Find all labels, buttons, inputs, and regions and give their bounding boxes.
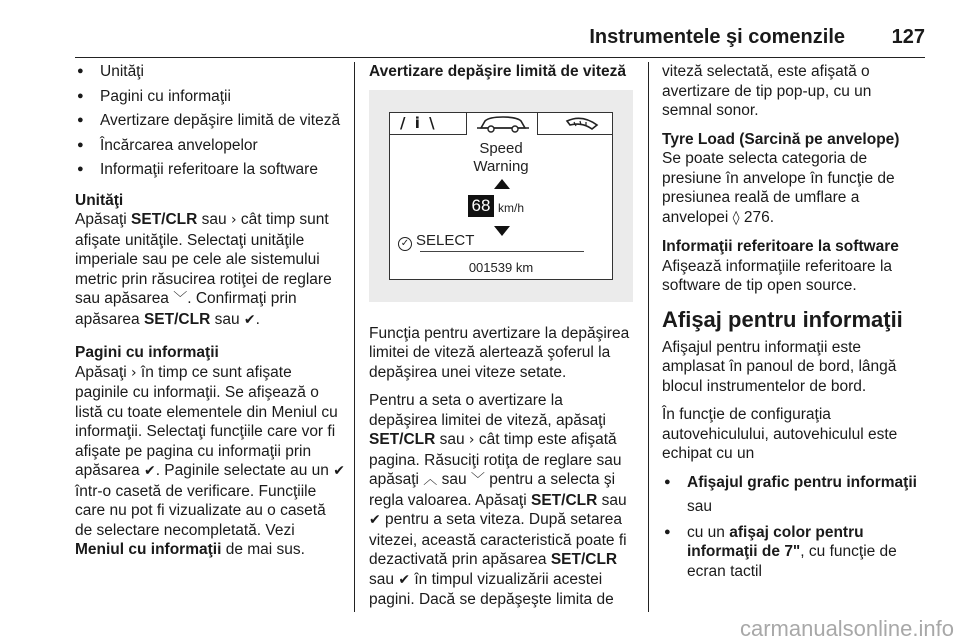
- road-icon: / i \: [400, 113, 437, 132]
- watermark: carmanualsonline.info: [739, 616, 954, 641]
- section-heading-tyre-load: Tyre Load (Sarcină pe anvelope): [662, 130, 900, 148]
- pages-paragraph: Apăsaţi › în timp ce sunt afişate paginile cu informaţii. Se afişează o listă cu toate elementele din Meniul cu informaţii. Selectaţi funcţiile care vor fi afişate pe pagina cu informaţii prin apăsarea ✔. Paginile selectate au un ✔ într-o casetă de verificare. Funcţiile care nu pot fi vizualizate au o casetă de selectare necompletată. Vezi Meniul cu informaţii de mai sus.: [75, 363, 345, 558]
- section-heading-units: Unităţi: [75, 191, 124, 209]
- divider: [420, 251, 584, 252]
- select-label: ✓ SELECT: [398, 231, 474, 251]
- page-reference-icon: ◊: [732, 209, 740, 226]
- checkmark-icon: ✔: [333, 463, 345, 479]
- page-header: [75, 22, 925, 58]
- speed-value: 68: [468, 195, 494, 217]
- list-item: ● Informaţii referitoare la software: [75, 160, 347, 180]
- display-options-list: [662, 473, 925, 493]
- display-tab-bar: [390, 113, 612, 135]
- tyre-load-paragraph: Se poate selecta categoria de presiune în anvelope în funcţie de presiunea reală de umflare a anvelopei ◊ 276.: [662, 150, 895, 226]
- section-heading-speed-warning: Avertizare depăşire limită de viteză: [369, 63, 627, 80]
- tyre-icon: [564, 116, 600, 138]
- info-display-paragraph-1: Afişajul pentru informaţii este amplasat în panoul de bord, lângă blocul instrumentelor de bord.: [662, 338, 897, 395]
- column-1: [75, 62, 347, 569]
- speed-warning-illustration: [369, 90, 633, 302]
- speed-warning-paragraph-2: Pentru a seta o avertizare la depăşirea limitei de viteză, apăsaţi SET/CLR sau › cât timp este afişată pagina. Răsuciţi rotiţa de reglare sau apăsaţi ︿ sau ﹀ pentru a selecta şi regla valoarea. Apăsaţi SET/CLR sau ✔ pentru a seta viteza. După setarea vitezei, această caracteristică poate fi dezactivată prin apăsarea SET/CLR sau ✔ în timpul vizualizării acestei pagini. Dacă se depăşeşte limita de: [369, 392, 627, 608]
- chevron-up-icon: ︿: [423, 472, 438, 488]
- arrow-up-icon: [494, 179, 510, 189]
- warning-title-line2: Warning: [473, 157, 529, 175]
- list-item: ● Pagini cu informaţii: [75, 87, 347, 107]
- list-item: ● Afişajul grafic pentru informaţii: [662, 473, 925, 493]
- display-options-list: [662, 523, 925, 582]
- checkmark-icon: ✔: [143, 463, 156, 479]
- info-display-paragraph-2: În funcţie de configuraţia autovehiculului, autovehiculul este echipat cu un: [662, 406, 898, 462]
- column-divider: [648, 62, 649, 612]
- column-2: [369, 62, 633, 619]
- checkmark-icon: ✔: [398, 571, 411, 588]
- software-paragraph: Afişează informaţiile referitoare la software de tip open source.: [662, 257, 893, 294]
- list-item: ● Avertizare depăşire limită de viteză: [75, 111, 347, 131]
- display-panel: [389, 112, 613, 280]
- chevron-down-icon: ﹀: [470, 472, 485, 488]
- warning-title-line1: Speed: [479, 139, 523, 157]
- checkmark-icon: ✔: [369, 512, 381, 528]
- page-number: 127: [891, 26, 925, 48]
- speed-warning-paragraph-1: Funcţia pentru avertizare la depăşirea limitei de viteză alertează şoferul la depăşirea unei viteze setate.: [369, 324, 630, 381]
- menu-items-list: [75, 62, 347, 180]
- chevron-right-icon: ›: [131, 364, 137, 381]
- page-title: Instrumentele şi comenzile: [589, 26, 845, 48]
- list-item: ● cu un afişaj color pentru informaţii de 7", cu funcţie de ecran tactil: [662, 523, 925, 582]
- chevron-right-icon: ›: [230, 212, 237, 228]
- chevron-down-icon: ﹀: [173, 291, 188, 307]
- car-icon: [466, 112, 538, 135]
- check-circle-icon: ✓: [398, 237, 412, 251]
- or-text: sau: [687, 498, 712, 515]
- odometer-reading: 001539 km: [468, 259, 534, 275]
- speed-warning-continued: viteză selectată, este afişată o avertizare de tip pop-up, cu un semnal sonor.: [662, 63, 872, 119]
- arrow-down-icon: [494, 226, 510, 236]
- section-heading-software: Informaţii referitoare la software: [662, 238, 899, 255]
- list-item: ● Încărcarea anvelopelor: [75, 136, 347, 156]
- section-heading-pages: Pagini cu informaţii: [75, 344, 219, 361]
- section-heading-info-display: Afişaj pentru informaţii: [662, 306, 903, 332]
- column-divider: [354, 62, 355, 612]
- list-item: ● Unităţi: [75, 62, 347, 82]
- column-3: [662, 62, 925, 586]
- chevron-right-icon: ›: [468, 432, 475, 448]
- speed-unit: km/h: [498, 200, 525, 215]
- checkmark-icon: ✔: [243, 311, 256, 328]
- units-paragraph: Apăsaţi SET/CLR sau › cât timp sunt afişate unităţile. Selectaţi unităţile imperiale sau pe cele ale sistemului metric prin răsucirea rotiţei de reglare sau apăsarea ﹀. Confirmaţi prin apăsarea SET/CLR sau ✔.: [75, 211, 332, 328]
